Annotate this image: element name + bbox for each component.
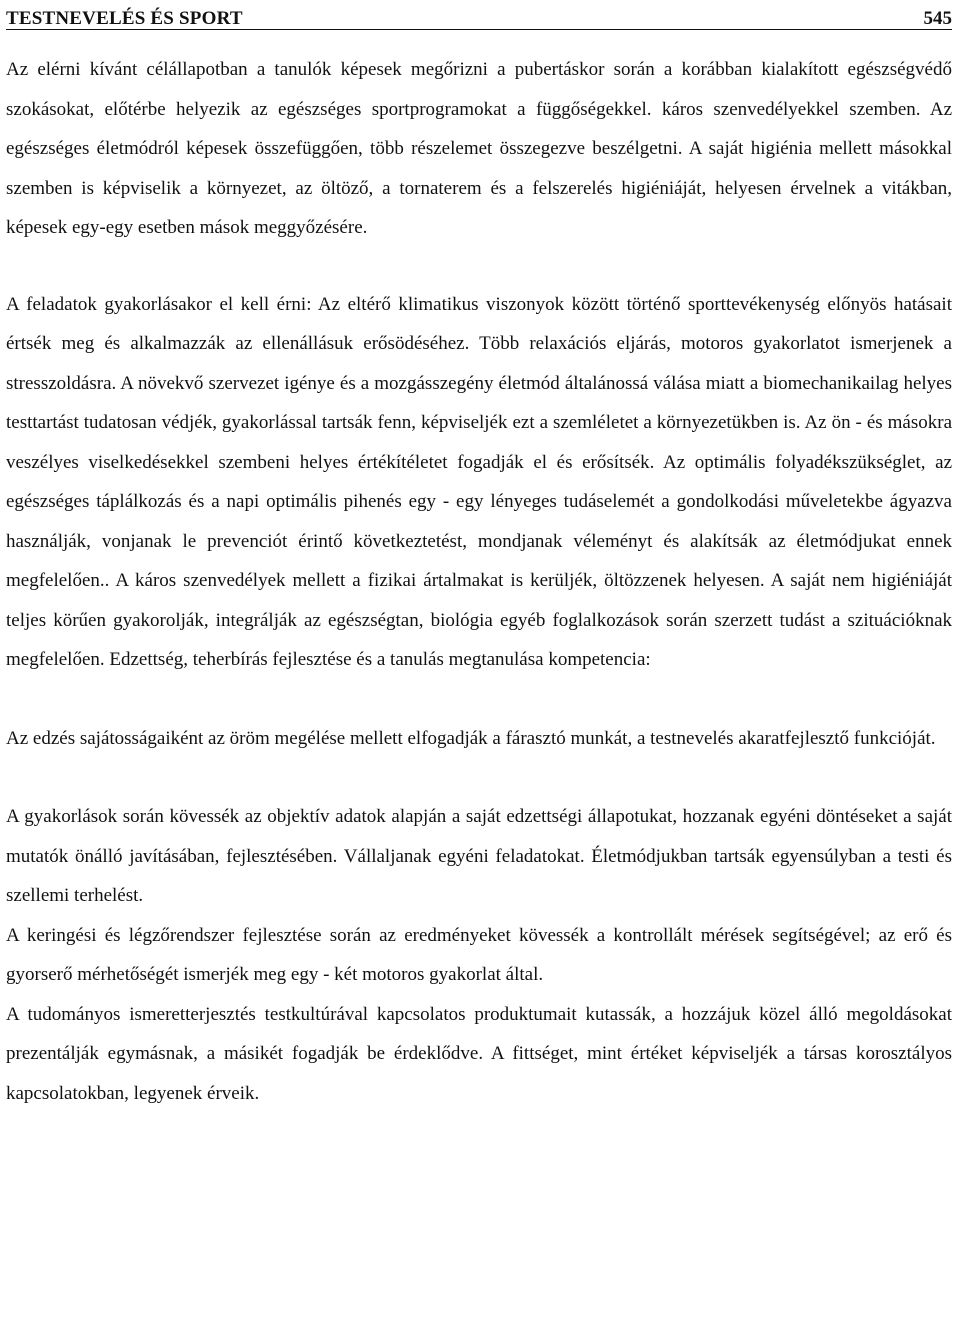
- paragraph-6: A tudományos ismeretterjesztés testkultúrával kapcsolatos produktumait kutassák, a hozzájuk közel álló megoldásokat prezentálják egymásnak, a másikét fogadják be érdeklődve. A fittséget, mint értéket képviseljék a társas korosztályos kapcsolatokban, legyenek érveik.: [6, 1003, 952, 1104]
- paragraph-3: Az edzés sajátosságaiként az öröm megélése mellett elfogadják a fárasztó munkát, a testnevelés akaratfejlesztő funkcióját.: [6, 727, 936, 749]
- document-page: [0, 4, 960, 1337]
- document-body: [6, 50, 952, 1113]
- running-header: [6, 4, 952, 30]
- paragraph-4: A gyakorlások során kövessék az objektív adatok alapján a saját edzettségi állapotukat, hozzanak egyéni döntéseket a saját mutatók önálló javításában, fejlesztésében. Vállaljanak egyéni feladatokat. Életmódjukban tartsák egyensúlyban a testi és szellemi terhelést.: [6, 806, 952, 906]
- page-number: 545: [923, 8, 952, 29]
- paragraph-1: Az elérni kívánt célállapotban a tanulók képesek megőrizni a pubertáskor során a korábban kialakított egészségvédő szokásokat, előtérbe helyezik az egészséges sportprogramokat a függőségekkel. káros szenvedélyekkel szemben. Az egészséges életmódról képesek összefüggően, több részelemet összegezve beszélgetni. A saját higiénia mellett másokkal szemben is képviselik a környezet, az öltöző, a tornaterem és a felszerelés higiéniáját, helyesen érvelnek a vitákban, képesek egy-egy esetben mások meggyőzésére.: [6, 59, 952, 238]
- header-title: TESTNEVELÉS ÉS SPORT: [6, 8, 243, 29]
- paragraph-5: A keringési és légzőrendszer fejlesztése során az eredményeket kövessék a kontrollált mérések segítségével; az erő és gyorserő mérhetőségét ismerjék meg egy - két motoros gyakorlat által.: [6, 924, 952, 985]
- paragraph-2: A feladatok gyakorlásakor el kell érni: Az eltérő klimatikus viszonyok között történő sporttevékenység előnyös hatásait értsék meg és alkalmazzák az ellenállásuk erősödéséhez. Több relaxációs eljárás, motoros gyakorlatot ismerjenek a stresszoldásra. A növekvő szervezet igénye és a mozgásszegény életmód általánossá válása miatt a biomechanikailag helyes testtartást tudatosan védjék, gyakorlással tartsák fenn, képviseljék ezt a szemléletet a környezetükben is. Az ön - és másokra veszélyes viselkedésekkel szembeni helyes értékítéletet fogadják el és erősítsék. Az optimális folyadékszükséglet, az egészséges táplálkozás és a napi optimális pihenés egy - egy lényeges tudáselemét a gondolkodási műveletekbe ágyazva használják, vonjanak le prevenciót érintő következtetést, mondjanak véleményt és alakítsák az életmódjukat ennek megfelelően.. A káros szenvedélyek mellett a fizikai ártalmakat is kerüljék, öltözzenek helyesen. A saját nem higiéniáját teljes körűen gyakorolják, integrálják az egészségtan, biológia egyéb foglalkozások során szerzett tudást a szituációknak megfelelően. Edzettség, teherbírás fejlesztése és a tanulás megtanulása kompetencia:: [6, 293, 952, 670]
